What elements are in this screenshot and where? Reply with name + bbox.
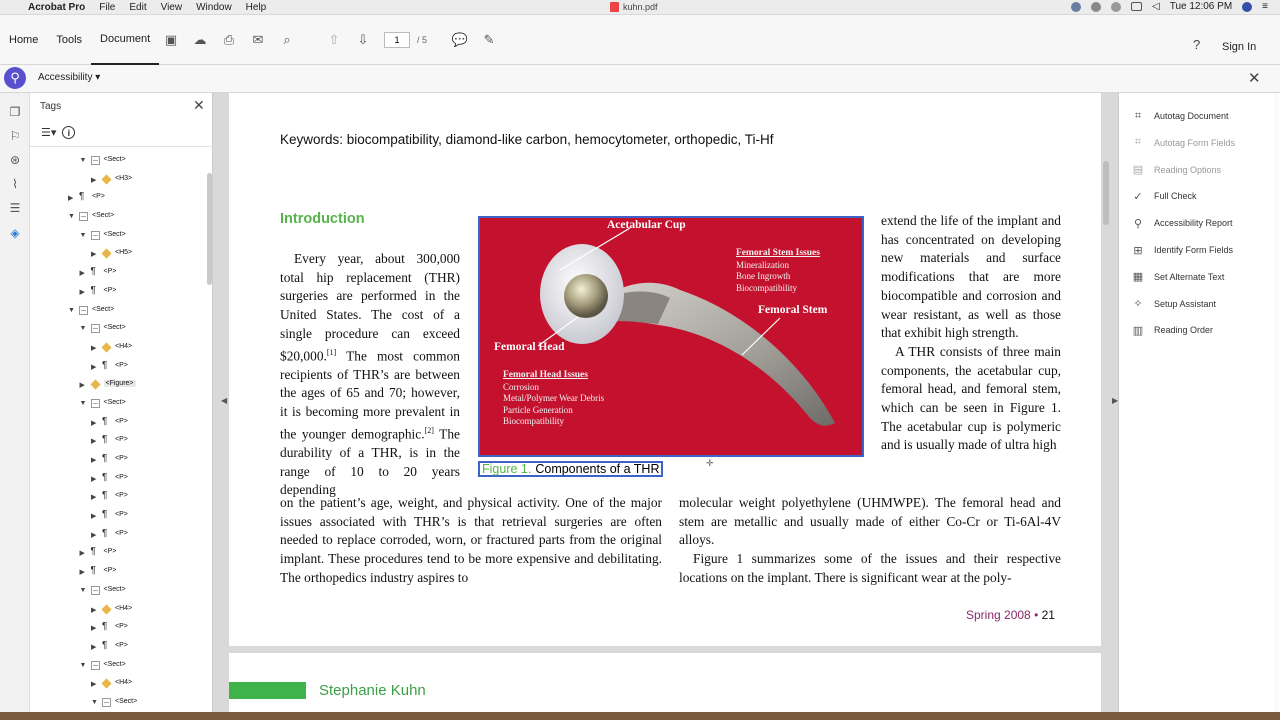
tag-label: <P> [92,193,105,201]
tag-tree-node[interactable] [30,209,205,228]
tag-tree-node[interactable] [30,489,205,508]
paragraph-tag-icon: ¶ [102,639,108,651]
tag-tree-node[interactable] [30,452,205,471]
tag-label: <Sect> [92,212,115,220]
tag-tree-node[interactable] [30,228,205,247]
paragraph-tag-icon: ¶ [102,509,108,521]
tag-tree-node[interactable] [30,676,205,695]
head-issues-list [503,370,604,428]
section-tag-icon [91,231,100,240]
label-femoral-stem: Femoral Stem [758,304,828,316]
expanded-triangle-icon[interactable]: ▼ [79,325,87,333]
tag-label: <Sect> [103,585,126,593]
upload-cloud-icon[interactable]: ☁ [193,32,207,47]
label-acetabular-cup: Acetabular Cup [607,219,686,231]
tag-label: <P> [115,361,128,369]
collapsed-triangle-icon[interactable]: ▶ [91,625,97,633]
tool-autotag-document[interactable] [1131,108,1229,124]
help-icon[interactable]: ? [1193,37,1201,52]
main-nav [0,15,159,65]
accessibility-label: Accessibility [38,72,93,83]
collapsed-triangle-icon[interactable]: ▶ [91,419,97,427]
caption-text: Components of a THR [535,462,660,476]
pdf-file-icon [610,2,619,12]
tag-label: <P> [103,286,117,294]
collapsed-triangle-icon[interactable]: ▶ [91,681,97,689]
tags-panel-title: Tags [40,101,62,112]
tag-tree-node[interactable] [30,508,205,527]
tag-label: <H4> [115,604,133,612]
tags-icon[interactable]: ◈ [10,226,20,240]
tag-tree-node[interactable] [30,527,205,546]
tool-label: Setup Assistant [1154,298,1217,309]
tool-identify-form-fields[interactable] [1131,242,1233,258]
tag-tree-node[interactable] [30,658,205,677]
head-issue: Biocompatibility [503,416,564,426]
page-thumbnails-icon[interactable]: ❐ [9,105,21,119]
paragraph-tag-icon: ¶ [102,415,108,427]
identify-form-icon: ⊞ [1133,244,1143,257]
accessibility-dropdown[interactable]: Accessibility ▾ [38,72,101,83]
head-issue: Particle Generation [503,404,573,415]
menu-edit[interactable]: Edit [129,1,147,13]
collapsed-triangle-icon[interactable]: ▶ [79,270,85,278]
heading-tag-icon [90,380,100,390]
stem-issues-list [736,248,820,294]
expanded-triangle-icon[interactable]: ▼ [68,213,75,221]
tag-label: <Sect> [115,697,138,705]
tag-label: <Sect> [92,305,115,313]
right-column-text [881,212,1061,455]
paragraph-part: The most common recipients of THR’s are between the ages of 65 and 70; however, it is becoming more prevalent in the younger demographic. [280,347,460,442]
paragraph-tag-icon: ¶ [102,527,108,539]
tag-label: <P> [115,529,128,537]
tag-tree [30,153,205,712]
tag-tree-node[interactable] [30,303,205,322]
tag-label: <P> [115,436,128,444]
tool-label: Set Alternate Text [1154,271,1225,282]
collapsed-triangle-icon[interactable]: ▶ [91,176,97,184]
tag-tree-node[interactable] [30,153,205,172]
expanded-triangle-icon[interactable]: ▼ [79,586,87,594]
collapsed-triangle-icon[interactable]: ▶ [68,195,74,203]
tool-setup-assistant[interactable] [1131,296,1216,312]
tool-label: Reading Order [1154,325,1214,336]
author-name: Stephanie Kuhn [319,682,426,699]
heading-tag-icon [101,604,111,614]
tool-accessibility-report[interactable] [1131,215,1233,231]
tab-tools[interactable]: Tools [56,34,83,46]
paragraph-tag-icon: ¶ [102,471,108,483]
section-heading: Introduction [280,211,365,227]
reading-options-icon: ▤ [1132,164,1144,177]
menu-help[interactable]: Help [245,1,267,13]
green-bar [229,682,306,699]
menu-list-icon[interactable]: ≡ [1262,1,1268,12]
figure-image[interactable] [478,216,864,457]
tag-tree-node[interactable] [30,246,205,265]
tag-tree-node[interactable] [30,396,205,415]
collapsed-triangle-icon[interactable]: ▶ [91,251,97,259]
tool-label: Accessibility Report [1154,218,1233,229]
accessibility-tools-panel [1118,93,1280,712]
airplay-icon[interactable] [1131,2,1142,11]
collapsed-triangle-icon[interactable]: ▶ [91,531,97,539]
panel-scrollbar[interactable] [1274,93,1279,712]
expanded-triangle-icon[interactable]: ▼ [79,231,87,239]
attachment-icon[interactable]: ⌇ [12,177,18,191]
tag-tree-node[interactable] [30,471,205,490]
close-tags-icon[interactable]: ✕ [193,97,205,113]
tag-tree-node[interactable] [30,545,205,564]
expand-right-icon[interactable]: ▶ [1112,396,1118,405]
previous-page-icon[interactable]: ⇧ [328,32,340,47]
tag-label: <Sect> [103,324,126,332]
head-issue: Metal/Polymer Wear Debris [503,393,605,403]
heading-tag-icon [101,679,111,689]
tool-reading-order[interactable] [1131,322,1213,338]
paragraph-tag-icon: ¶ [79,191,85,203]
paragraph-tag-icon: ¶ [102,453,108,464]
section-tag-icon [79,306,88,315]
paragraph-tag-icon: ¶ [90,284,96,296]
reference-2[interactable]: [2] [424,425,434,435]
navigation-rail [0,93,30,712]
tag-tree-node[interactable] [30,265,205,284]
comment-icon[interactable]: 💬 [451,32,469,47]
collapsed-triangle-icon[interactable]: ▶ [91,513,97,521]
content-icon[interactable]: ⊛ [9,153,21,167]
lower-right-text [679,494,1061,588]
document-scrollbar[interactable] [1103,161,1109,225]
volume-icon[interactable]: ◁ [1152,1,1160,12]
collapsed-triangle-icon[interactable]: ▶ [79,288,85,296]
tags-scrollbar[interactable] [207,173,212,285]
tags-options [41,126,75,139]
page-number-input[interactable]: 1 [384,32,410,48]
collapsed-triangle-icon[interactable]: ▶ [91,344,97,352]
autotag-form-icon: ⌗ [1134,136,1142,149]
collapsed-triangle-icon[interactable]: ▶ [91,643,97,651]
collapsed-triangle-icon[interactable]: ▶ [79,550,85,558]
tag-label: <H4> [115,679,133,687]
tag-tree-node[interactable] [30,190,205,209]
paragraph-tag-icon: ¶ [102,490,108,502]
tool-label: Autotag Form Fields [1154,137,1236,148]
wifi-icon[interactable] [1111,2,1121,12]
left-column-text [280,250,460,500]
tag-tree-node[interactable] [30,172,205,191]
status-icon-1[interactable] [1071,2,1081,12]
bookmark-icon[interactable]: ⚐ [9,129,21,143]
user-icon[interactable] [1242,2,1252,12]
paragraph: Figure 1 summarizes some of the issues and their respective locations on the implant. There is significant wear at the poly- [679,551,1061,585]
tab-home[interactable]: Home [9,34,39,46]
tag-label: <P> [115,641,128,649]
tag-label: <P> [115,511,128,519]
order-icon[interactable]: ☰ [9,201,21,215]
pdf-page [229,93,1101,646]
caption-number: Figure 1. [482,462,532,476]
expanded-triangle-icon[interactable]: ▼ [79,157,87,164]
collapsed-triangle-icon[interactable]: ▶ [91,494,97,502]
info-icon[interactable]: i [62,126,75,139]
reference-1[interactable]: [1] [326,347,337,357]
tag-label: <P> [103,567,117,575]
tag-tree-node[interactable] [30,695,205,712]
window-title [610,2,658,12]
head-issue: Corrosion [503,381,539,392]
tag-tree-node[interactable] [30,415,205,434]
section-tag-icon [91,324,100,333]
crosshair-cursor-icon: ✛ [706,458,714,468]
print-icon[interactable]: ⎙ [223,32,235,47]
expanded-triangle-icon[interactable]: ▼ [79,661,87,669]
tag-label: <P> [115,473,128,481]
tool-label: Identify Form Fields [1154,245,1234,255]
email-icon[interactable]: ✉ [252,32,264,47]
heading-tag-icon [101,342,111,352]
stem-issue: Mineralization [736,259,789,270]
mac-menubar [0,0,1280,15]
collapsed-triangle-icon[interactable]: ▶ [91,438,97,446]
tag-label: <P> [115,492,128,500]
tags-panel [30,93,213,712]
document-viewport [213,93,1118,712]
keywords-line: Keywords: biocompatibility, diamond-like carbon, hemocytometer, orthopedic, Ti-Hf [280,132,774,147]
setup-wand-icon: ✧ [1133,298,1143,311]
main-toolbar [0,15,1280,65]
lower-left-text: on the patient’s age, weight, and physical activity. One of the major issues associated with THR’s is that retrieval surgeries are often needed to replace corroded, worn, or fractured parts from the original implant. These procedures tend to be more expensive and debilitating. The orthopedics industry aspires to [280,495,662,585]
document-tools [163,15,497,65]
page-total: / 5 [417,35,428,45]
window-title-text: kuhn.pdf [623,2,658,12]
tool-label: Full Check [1154,191,1197,202]
paragraph: extend the life of the implant and has concentrated on developing new materials and surface modifications that are more biocompatible and corrosion and wear resistant, as well as those that exhibit high strength. [881,213,1061,341]
tag-tree-node[interactable] [30,639,205,658]
paragraph-part: The durability of a THR, is in the range of 10 to 20 years depending [280,426,460,498]
save-icon[interactable]: ▣ [164,32,178,47]
paragraph-tag-icon: ¶ [102,621,108,633]
footer-page-number: 21 [1041,608,1055,622]
app-menu[interactable]: Acrobat Pro [28,1,86,13]
status-area [1071,1,1268,12]
tag-label: <P> [103,548,117,556]
pen-icon[interactable]: ✎ [483,32,495,47]
collapsed-triangle-icon[interactable]: ▶ [91,457,97,464]
tag-tree-node[interactable] [30,602,205,621]
menu-file[interactable]: File [99,1,116,13]
stem-issues-title: Femoral Stem Issues [736,248,820,258]
tag-tree-node[interactable] [30,564,205,583]
sign-in-button[interactable]: Sign In [1222,41,1257,53]
section-tag-icon [91,586,100,595]
head-issues-title: Femoral Head Issues [503,370,588,380]
clock[interactable]: Tue 12:06 PM [1169,1,1233,12]
paragraph: A THR consists of three main components, the acetabular cup, femoral head, and femoral stem, which can be seen in Figure 1. The acetabular cup is polymeric and is usually made of ultra high [881,343,1061,453]
tag-tree-node[interactable] [30,433,205,452]
paragraph-tag-icon: ¶ [90,565,96,577]
tag-tree-node[interactable] [30,377,205,396]
autotag-icon: ⌗ [1134,109,1142,122]
tag-label: <H5> [115,249,133,257]
heading-tag-icon [101,174,111,184]
collapse-left-icon[interactable]: ◀ [221,396,228,405]
tag-label: <H4> [115,342,133,350]
tag-tree-node[interactable] [30,359,205,378]
tag-label: <Sect> [103,230,126,238]
expanded-triangle-icon[interactable]: ▼ [68,306,75,314]
paragraph-tag-icon: ¶ [90,546,96,558]
tag-tree-node[interactable] [30,321,205,340]
next-page-icon[interactable]: ⇩ [357,32,369,47]
tag-label: <Sect> [103,398,126,406]
paragraph-part: Every year, about 300,000 total hip replacement (THR) surgeries are performed in the United States. The cost of a single procedure can exceed $20,000. [280,251,460,363]
section-tag-icon [91,156,100,165]
section-tag-icon [79,212,88,221]
collapsed-triangle-icon[interactable]: ▶ [91,363,97,371]
paragraph-tag-icon: ¶ [90,266,96,278]
menu-view[interactable]: View [160,1,183,13]
tool-reading-options[interactable] [1131,162,1221,178]
footer-season: Spring 2008 [966,608,1031,622]
tool-set-alternate-text[interactable] [1131,269,1224,285]
tag-tree-node[interactable] [30,583,205,602]
options-menu-icon[interactable]: ☰▾ [41,127,57,139]
menu-window[interactable]: Window [196,1,232,13]
collapsed-triangle-icon[interactable]: ▶ [79,382,85,390]
collapsed-triangle-icon[interactable]: ▶ [79,569,85,577]
label-femoral-head: Femoral Head [494,341,565,353]
paragraph-tag-icon: ¶ [102,359,108,371]
tool-label: Reading Options [1154,164,1222,175]
close-icon[interactable]: ✕ [1248,70,1261,87]
accessibility-icon[interactable]: ⚲ [4,67,26,89]
section-tag-icon [102,698,111,707]
tag-label: <P> [115,455,128,462]
tag-label: <Sect> [103,156,126,163]
accessibility-report-icon: ⚲ [1133,217,1143,230]
collapsed-triangle-icon[interactable]: ▶ [91,606,97,614]
tag-label: <Figure> [105,380,134,388]
tag-label: <P> [103,268,117,276]
tag-label: <H3> [115,174,133,182]
stem-issue: Biocompatibility [736,282,797,293]
stem-issue: Bone Ingrowth [736,271,791,281]
page-footer [966,608,1055,622]
divider [30,146,213,147]
tool-label: Autotag Document [1154,111,1229,121]
expanded-triangle-icon[interactable]: ▼ [91,698,98,706]
tag-label: <P> [115,623,128,631]
tool-autotag-form-fields[interactable] [1131,135,1235,151]
tag-tree-node[interactable] [30,340,205,359]
status-icon-2[interactable] [1091,2,1101,12]
footer-separator: • [1034,608,1039,622]
paragraph: molecular weight polyethylene (UHMWPE). The femoral head and stem are metallic and usually made of either Co-Cr or Ti-6Al-4V alloys. [679,495,1061,548]
collapsed-triangle-icon[interactable]: ▶ [91,475,97,483]
pdf-page-2 [229,653,1101,712]
tag-label: <Sect> [103,660,126,668]
check-circle-icon: ✓ [1133,190,1143,203]
tool-full-check[interactable] [1131,188,1197,204]
tag-tree-node[interactable] [30,620,205,639]
accessibility-toolbar [0,65,1280,93]
tag-tree-node[interactable] [30,284,205,303]
section-tag-icon [91,661,100,670]
expanded-triangle-icon[interactable]: ▼ [79,399,87,407]
figure-caption[interactable] [478,461,663,477]
reading-order-icon: ▥ [1132,324,1144,337]
alt-text-icon: ▦ [1132,271,1144,284]
tab-document[interactable]: Document [91,15,159,65]
paragraph-tag-icon: ¶ [102,434,108,446]
tag-label: <P> [115,417,128,425]
section-tag-icon [91,399,100,408]
search-icon[interactable]: ⌕ [283,32,291,47]
heading-tag-icon [101,249,111,259]
